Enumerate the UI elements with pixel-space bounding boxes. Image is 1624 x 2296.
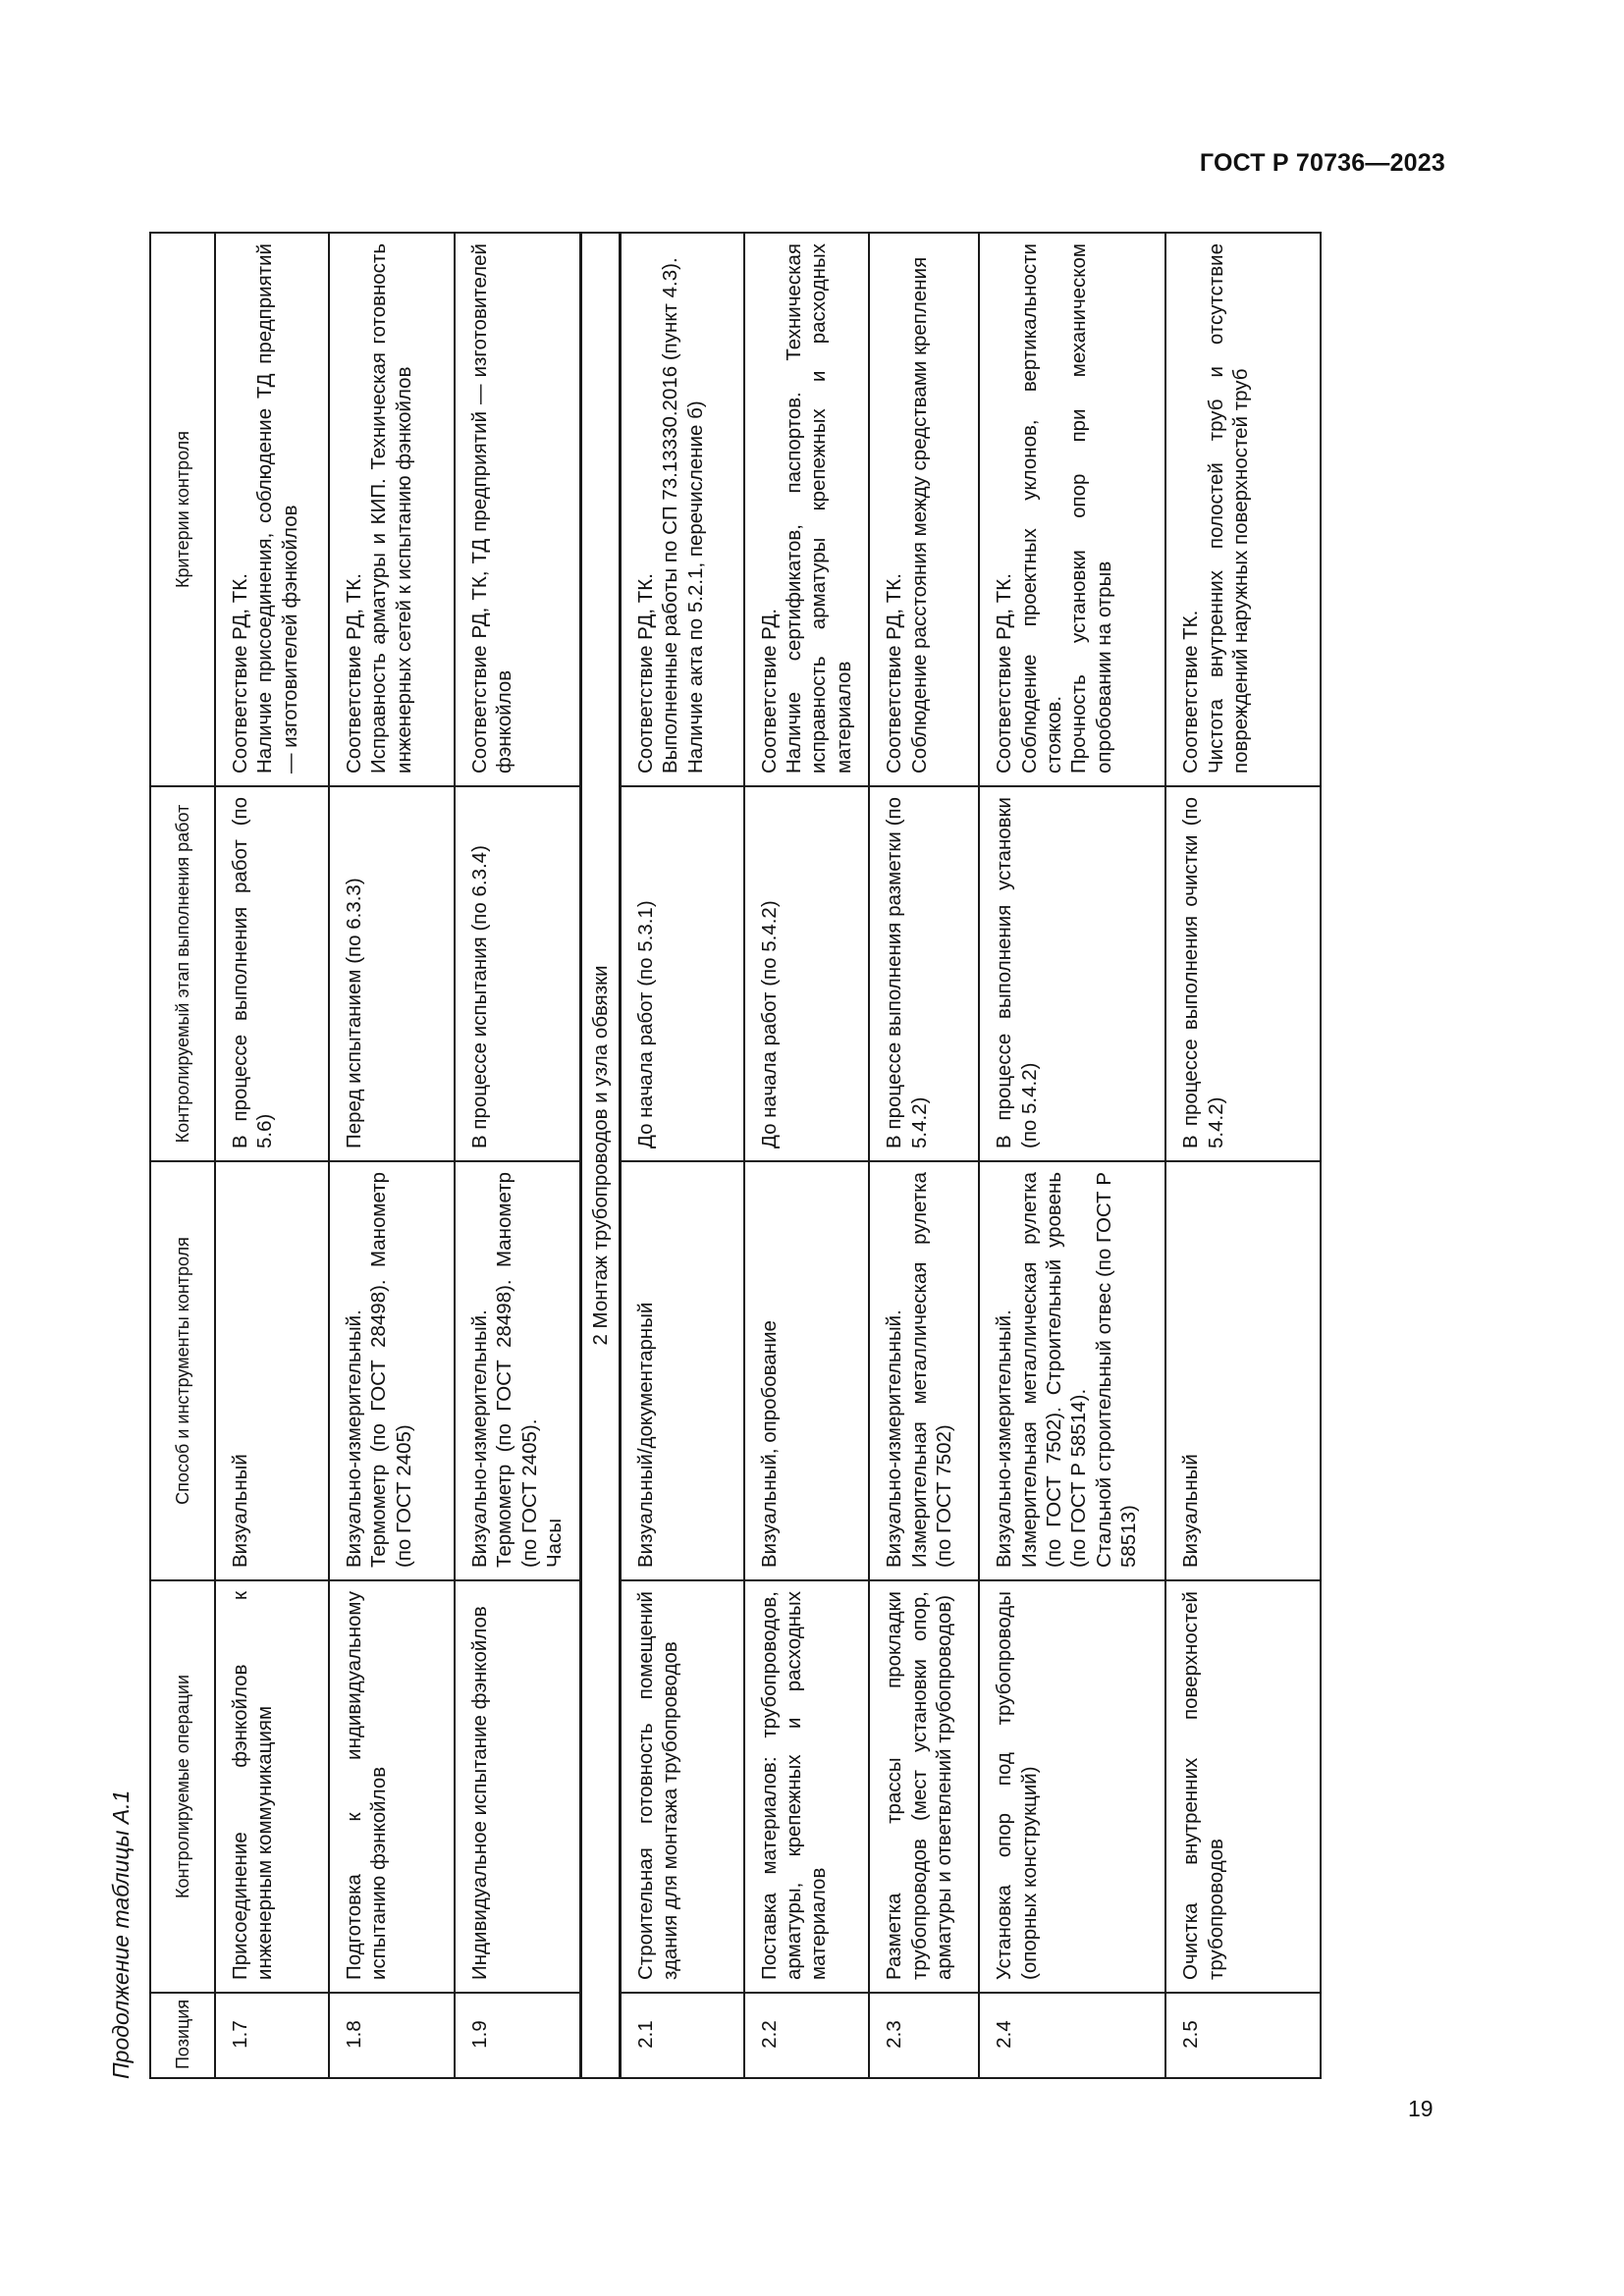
cell-criteria	[329, 233, 455, 786]
table-row	[744, 233, 870, 2078]
cell-criteria-line: Исправность арматуры и КИП. Техническая готовность инженерных сетей к испытанию фэнкойлов	[367, 243, 415, 774]
cell-criteria-line: Соблюдение проектных уклонов, вертикальности стояков.	[1017, 243, 1065, 774]
column-header-operations: Контролируемые операции	[150, 1580, 215, 1993]
cell-criteria-line: Соответствие РД, ТК, ТД предприятий — изготовителей фэнкойлов	[468, 243, 516, 774]
cell-method-line: Термометр (по ГОСТ 28498). Манометр (по ГОСТ 2405)	[367, 1172, 415, 1568]
cell-criteria	[215, 233, 329, 786]
cell-method	[621, 1161, 744, 1580]
cell-criteria-line: Наличие акта по 5.2.1, перечисление б)	[683, 400, 707, 774]
cell-criteria-line: Соответствие РД, ТК.	[634, 573, 658, 774]
cell-criteria-line: Соответствие РД, ТК.	[993, 573, 1016, 774]
table-row	[869, 233, 979, 2078]
cell-method	[215, 1161, 329, 1580]
cell-stage: До начала работ (по 5.3.1)	[621, 786, 744, 1161]
cell-method-line: Визуальный/документарный	[634, 1302, 658, 1568]
cell-stage: В процессе выполнения разметки (по 5.4.2)	[869, 786, 979, 1161]
cell-operation: Очистка внутренних поверхностей трубопроводов	[1165, 1580, 1321, 1993]
cell-criteria-line: Соблюдение расстояния между средствами крепления	[907, 256, 931, 774]
cell-position: 2.1	[621, 1993, 744, 2078]
cell-position: 2.2	[744, 1993, 870, 2078]
cell-method	[869, 1161, 979, 1580]
table-row	[455, 233, 580, 2078]
cell-method	[1165, 1161, 1321, 1580]
cell-method	[979, 1161, 1165, 1580]
cell-position: 2.3	[869, 1993, 979, 2078]
table-caption: Продолжение таблицы А.1	[108, 1789, 134, 2079]
table-header-row	[150, 233, 215, 2078]
cell-method-line: Визуально-измерительный.	[343, 1309, 365, 1568]
cell-operation: Строительная готовность помещений здания для монтажа трубопроводов	[621, 1580, 744, 1993]
cell-method-line: Визуальный	[229, 1454, 251, 1568]
cell-criteria-line: Соответствие ТК.	[1179, 610, 1203, 774]
table-body-section-heading	[580, 233, 620, 2078]
table-body-section-2	[621, 233, 1322, 2078]
cell-method-line: Визуальный, опробование	[757, 1320, 781, 1568]
cell-criteria-line: Соответствие РД, ТК.	[883, 573, 906, 774]
cell-criteria-line: Чистота внутренних полостей труб и отсутствие повреждений наружных поверхностей труб	[1204, 243, 1252, 774]
cell-operation: Поставка материалов: трубопроводов, арматуры, крепежных и расходных материалов	[744, 1580, 870, 1993]
cell-criteria	[455, 233, 580, 786]
cell-criteria-line: Прочность установки опор при механическом опробовании на отрыв	[1067, 243, 1115, 774]
cell-method	[455, 1161, 580, 1580]
page-number: 19	[1408, 2096, 1434, 2121]
rotated-table-block	[108, 234, 1522, 2079]
cell-criteria	[1165, 233, 1321, 786]
cell-position: 2.5	[1165, 1993, 1321, 2078]
table-row	[621, 233, 744, 2078]
cell-method-line: Часы	[543, 1518, 567, 1568]
column-header-method: Способ и инструменты контроля	[150, 1161, 215, 1580]
cell-stage: В процессе выполнения работ (по 5.6)	[215, 786, 329, 1161]
cell-criteria	[744, 233, 870, 786]
table-row	[215, 233, 329, 2078]
cell-method-line: Визуально-измерительный.	[468, 1309, 491, 1568]
section-title: 2 Монтаж трубопроводов и узла обвязки	[580, 233, 620, 2078]
cell-method	[329, 1161, 455, 1580]
cell-method-line: Термометр (по ГОСТ 28498). Манометр (по ГОСТ 2405).	[493, 1172, 541, 1568]
cell-method-line: Стальной строительный отвес (по ГОСТ Р 58513)	[1092, 1172, 1141, 1568]
cell-operation: Разметка трассы прокладки трубопроводов (мест установки опор, арматуры и ответвлений трубопроводов)	[869, 1580, 979, 1993]
cell-criteria	[979, 233, 1165, 786]
cell-method-line: Визуально-измерительный.	[883, 1309, 906, 1568]
cell-position: 1.8	[329, 1993, 455, 2078]
standard-designation: ГОСТ Р 70736—2023	[1199, 149, 1445, 177]
cell-stage: Перед испытанием (по 6.3.3)	[329, 786, 455, 1161]
cell-operation: Установка опор под трубопроводы (опорных конструкций)	[979, 1580, 1165, 1993]
cell-method-line: Измерительная металлическая рулетка (по ГОСТ 7502)	[907, 1172, 955, 1568]
cell-stage: В процессе испытания (по 6.3.4)	[455, 786, 580, 1161]
table-body-section-1	[215, 233, 580, 2078]
cell-position: 1.9	[455, 1993, 580, 2078]
cell-position: 1.7	[215, 1993, 329, 2078]
cell-method	[744, 1161, 870, 1580]
cell-method-line: Визуально-измерительный.	[993, 1309, 1016, 1568]
column-header-stage: Контролируемый этап выполнения работ	[150, 786, 215, 1161]
column-header-position: Позиция	[150, 1993, 215, 2078]
cell-criteria-line: Наличие сертификатов, паспортов. Техническая исправность арматуры крепежных и расходных материалов	[782, 243, 855, 774]
cell-operation: Индивидуальное испытание фэнкойлов	[455, 1580, 580, 1993]
cell-operation: Подготовка к индивидуальному испытанию фэнкойлов	[329, 1580, 455, 1993]
cell-stage: До начала работ (по 5.4.2)	[744, 786, 870, 1161]
table-row	[979, 233, 1165, 2078]
cell-position: 2.4	[979, 1993, 1165, 2078]
control-table	[149, 232, 1322, 2079]
cell-method-line: Измерительная металлическая рулетка (по ГОСТ 7502). Строительный уровень (по ГОСТ Р 58514).	[1017, 1172, 1091, 1568]
table-row	[329, 233, 455, 2078]
cell-criteria-line: Наличие присоединения, соблюдение ТД предприятий — изготовителей фэнкойлов	[253, 243, 301, 774]
table-row	[1165, 233, 1321, 2078]
cell-criteria	[869, 233, 979, 786]
cell-criteria-line: Соответствие РД, ТК.	[343, 573, 365, 774]
column-header-criteria: Критерии контроля	[150, 233, 215, 786]
cell-stage: В процессе выполнения очистки (по 5.4.2)	[1165, 786, 1321, 1161]
cell-stage: В процессе выполнения установки (по 5.4.2)	[979, 786, 1165, 1161]
cell-method-line: Визуальный	[1179, 1454, 1203, 1568]
cell-criteria-line: Выполненные работы по СП 73.13330.2016 (пункт 4.3).	[659, 257, 682, 774]
cell-criteria	[621, 233, 744, 786]
cell-operation: Присоединение фэнкойлов к инженерным коммуникациям	[215, 1580, 329, 1993]
cell-criteria-line: Соответствие РД, ТК.	[229, 573, 251, 774]
section-heading-row	[580, 233, 620, 2078]
cell-criteria-line: Соответствие РД.	[757, 608, 781, 774]
